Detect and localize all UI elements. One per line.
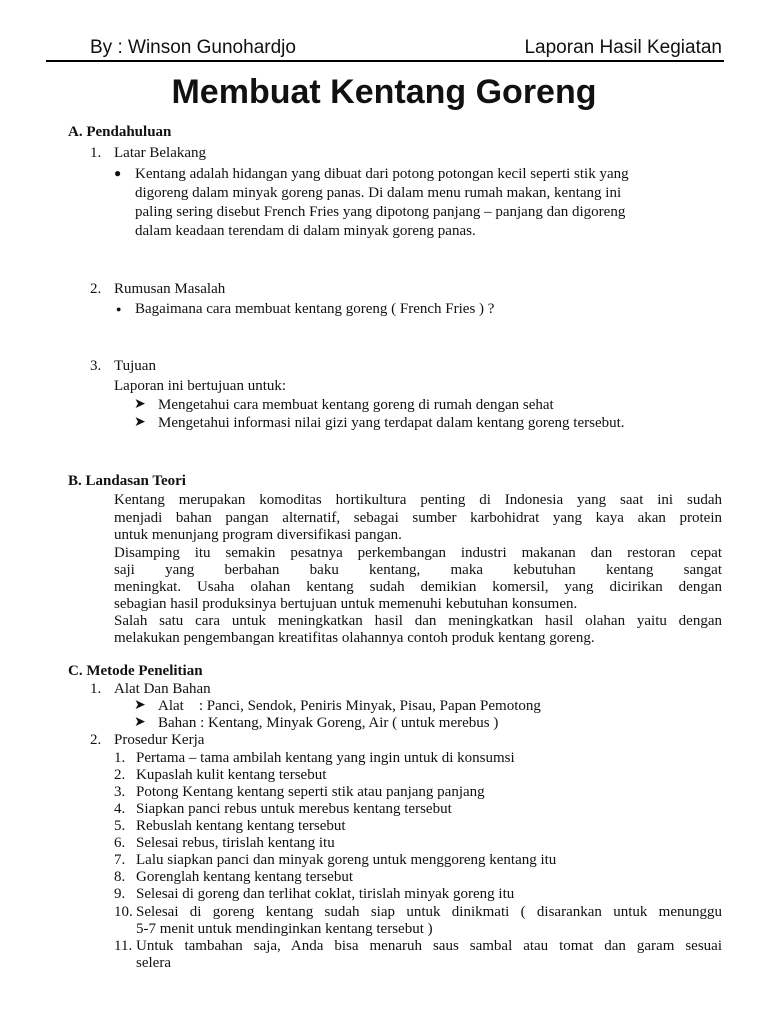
subheading-rumusan-masalah: Rumusan Masalah: [114, 281, 226, 297]
list-number: 3.: [90, 358, 102, 374]
step-text-continued: 5-7 menit untuk mendinginkan kentang tersebut ): [136, 921, 433, 937]
subheading-latar-belakang: Latar Belakang: [114, 145, 207, 161]
section-c-heading: C. Metode Penelitian: [68, 663, 203, 679]
paragraph-line: Kentang adalah hidangan yang dibuat dari potong potongan kecil seperti stik yang: [135, 166, 629, 182]
step-text: Rebuslah kentang kentang tersebut: [136, 818, 346, 834]
list-number: 2.: [90, 281, 102, 297]
step-number: 7.: [114, 852, 126, 868]
step-text: Potong Kentang kentang seperti stik atau panjang panjang: [136, 784, 485, 800]
step-text: Selesai di goreng dan terlihat coklat, tirislah minyak goreng itu: [136, 886, 515, 902]
step-number: 4.: [114, 801, 126, 817]
step-text: Selesai rebus, tirislah kentang itu: [136, 835, 335, 851]
alat-list: Alat : Panci, Sendok, Peniris Minyak, Pisau, Papan Pemotong: [158, 698, 541, 714]
arrow-bullet-icon: ➤: [134, 698, 146, 713]
paragraph-line: saji yang berbahan baku kentang, maka kebutuhan kentang sangat: [114, 562, 722, 578]
paragraph-line: meningkat. Usaha olahan kentang sudah demikian komersil, yang dicirikan dengan: [114, 579, 722, 595]
tujuan-intro: Laporan ini bertujuan untuk:: [114, 378, 287, 394]
bullet-icon: ●: [114, 166, 122, 180]
arrow-bullet-icon: ➤: [134, 715, 146, 730]
step-text: Siapkan panci rebus untuk merebus kentang tersebut: [136, 801, 452, 817]
paragraph-line: digoreng dalam minyak goreng panas. Di dalam menu rumah makan, kentang ini: [135, 185, 622, 201]
paragraph-line: sebagian hasil produksinya bertujuan untuk memenuhi kebutuhan konsumen.: [114, 596, 578, 612]
step-number: 9.: [114, 886, 126, 902]
step-number: 11.: [114, 938, 133, 954]
paragraph-line: untuk menunjang program diversifikasi pangan.: [114, 527, 402, 543]
step-number: 5.: [114, 818, 126, 834]
step-number: 3.: [114, 784, 126, 800]
step-number: 10.: [114, 904, 133, 920]
paragraph-line: dalam keadaan terendam di dalam minyak goreng panas.: [135, 223, 476, 239]
step-text: Pertama – tama ambilah kentang yang ingin untuk di konsumsi: [136, 750, 515, 766]
header-report-type: Laporan Hasil Kegiatan: [524, 37, 722, 58]
bullet-text: Bagaimana cara membuat kentang goreng ( French Fries ) ?: [135, 301, 495, 317]
step-text-continued: selera: [136, 955, 171, 971]
subheading-prosedur-kerja: Prosedur Kerja: [114, 732, 205, 748]
section-a-heading: A. Pendahuluan: [68, 124, 172, 140]
subheading-alat-bahan: Alat Dan Bahan: [114, 681, 211, 697]
step-number: 2.: [114, 767, 126, 783]
step-number: 6.: [114, 835, 126, 851]
subheading-tujuan: Tujuan: [114, 358, 156, 374]
list-number: 1.: [90, 681, 102, 697]
header-rule: [46, 60, 724, 62]
step-text: Selesai di goreng kentang sudah siap untuk dinikmati ( disarankan untuk menunggu: [136, 904, 722, 920]
paragraph-line: paling sering disebut French Fries yang dipotong panjang – panjang dan digoreng: [135, 204, 626, 220]
step-number: 1.: [114, 750, 126, 766]
section-b-heading: B. Landasan Teori: [68, 473, 186, 489]
step-text: Kupaslah kulit kentang tersebut: [136, 767, 327, 783]
page-title: Membuat Kentang Goreng: [171, 73, 597, 111]
step-text: Gorenglah kentang kentang tersebut: [136, 869, 354, 885]
paragraph-line: Disamping itu semakin pesatnya perkembangan industri makanan dan restoran cepat: [114, 545, 722, 561]
paragraph-line: Salah satu cara untuk meningkatkan hasil dan meningkatkan hasil olahan yaitu dengan: [114, 613, 722, 629]
tujuan-point: Mengetahui informasi nilai gizi yang terdapat dalam kentang goreng tersebut.: [158, 415, 625, 431]
arrow-bullet-icon: ➤: [134, 397, 146, 412]
paragraph-line: melakukan pengembangan kreatifitas olahannya contoh produk kentang goreng.: [114, 630, 595, 646]
step-text: Untuk tambahan saja, Anda bisa menaruh saus sambal atau tomat dan garam sesuai: [136, 938, 722, 954]
bullet-icon: ●: [116, 304, 122, 314]
tujuan-point: Mengetahui cara membuat kentang goreng di rumah dengan sehat: [158, 397, 554, 413]
header-author: By : Winson Gunohardjo: [90, 37, 296, 58]
step-number: 8.: [114, 869, 126, 885]
paragraph-line: menjadi bahan pangan alternatif, sebagai sumber karbohidrat yang kaya akan protein: [114, 510, 722, 526]
step-text: Lalu siapkan panci dan minyak goreng untuk menggoreng kentang itu: [136, 852, 557, 868]
bahan-list: Bahan : Kentang, Minyak Goreng, Air ( untuk merebus ): [158, 715, 499, 731]
paragraph-line: Kentang merupakan komoditas hortikultura penting di Indonesia yang saat ini sudah: [114, 492, 722, 508]
arrow-bullet-icon: ➤: [134, 415, 146, 430]
list-number: 2.: [90, 732, 102, 748]
list-number: 1.: [90, 145, 102, 161]
